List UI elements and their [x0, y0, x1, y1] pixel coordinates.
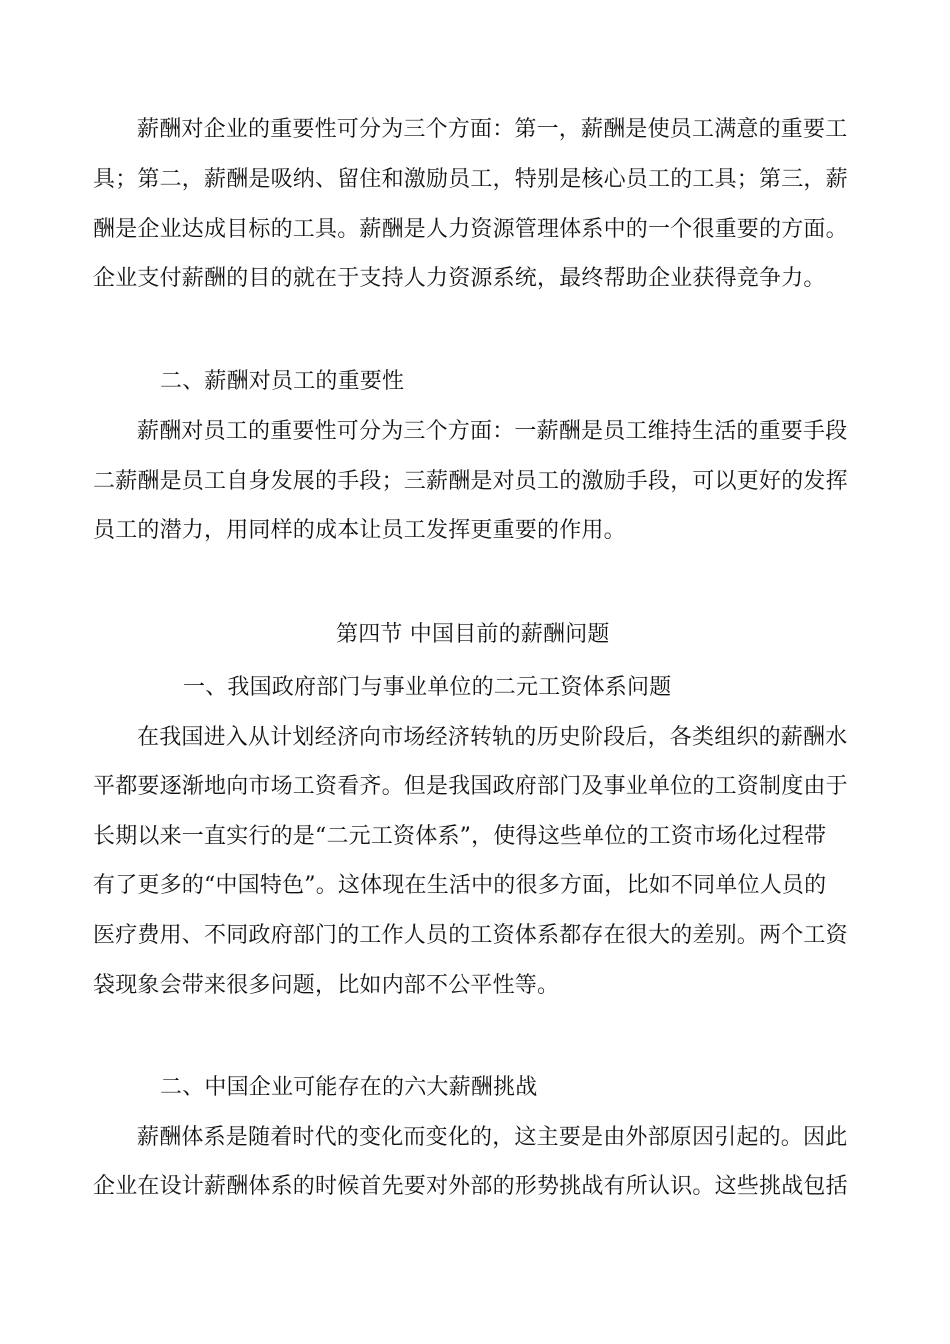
paragraph-1-line-4: 企业支付薪酬的目的就在于支持人力资源系统，最终帮助企业获得竞争力。 [93, 266, 826, 291]
heading-employee-importance: 二、薪酬对员工的重要性 [160, 369, 405, 394]
paragraph-3-line-5: 医疗费用、不同政府部门的工作人员的工资体系都存在很大的差别。两个工资 [93, 923, 848, 948]
paragraph-2-line-1: 薪酬对员工的重要性可分为三个方面：一薪酬是员工维持生活的重要手段 [137, 419, 848, 444]
paragraph-4-line-1: 薪酬体系是随着时代的变化而变化的，这主要是由外部原因引起的。因此 [137, 1125, 848, 1150]
paragraph-2-line-3: 员工的潜力，用同样的成本让员工发挥更重要的作用。 [93, 518, 626, 543]
paragraph-1-line-2: 具；第二，薪酬是吸纳、留住和激励员工，特别是核心员工的工具；第三，薪 [93, 167, 848, 192]
paragraph-3-line-6: 袋现象会带来很多问题，比如内部不公平性等。 [93, 973, 560, 998]
heading-six-challenges: 二、中国企业可能存在的六大薪酬挑战 [160, 1075, 538, 1100]
heading-dual-wage-system: 一、我国政府部门与事业单位的二元工资体系问题 [183, 675, 672, 700]
paragraph-3-line-1: 在我国进入从计划经济向市场经济转轨的历史阶段后，各类组织的薪酬水 [137, 725, 848, 750]
paragraph-3-line-3: 长期以来一直实行的是“二元工资体系”，使得这些单位的工资市场化过程带 [93, 824, 827, 849]
paragraph-2-line-2: 二薪酬是员工自身发展的手段；三薪酬是对员工的激励手段，可以更好的发挥 [93, 469, 848, 494]
paragraph-3-line-4: 有了更多的“中国特色”。这体现在生活中的很多方面，比如不同单位人员的 [93, 873, 827, 898]
paragraph-3-line-2: 平都要逐渐地向市场工资看齐。但是我国政府部门及事业单位的工资制度由于 [93, 774, 848, 799]
paragraph-1-line-3: 酬是企业达成目标的工具。薪酬是人力资源管理体系中的一个很重要的方面。 [93, 217, 848, 242]
section-title: 第四节 中国目前的薪酬问题 [336, 622, 610, 647]
paragraph-4-line-2: 企业在设计薪酬体系的时候首先要对外部的形势挑战有所认识。这些挑战包括 [93, 1174, 848, 1199]
paragraph-1-line-1: 薪酬对企业的重要性可分为三个方面：第一，薪酬是使员工满意的重要工 [137, 117, 848, 142]
